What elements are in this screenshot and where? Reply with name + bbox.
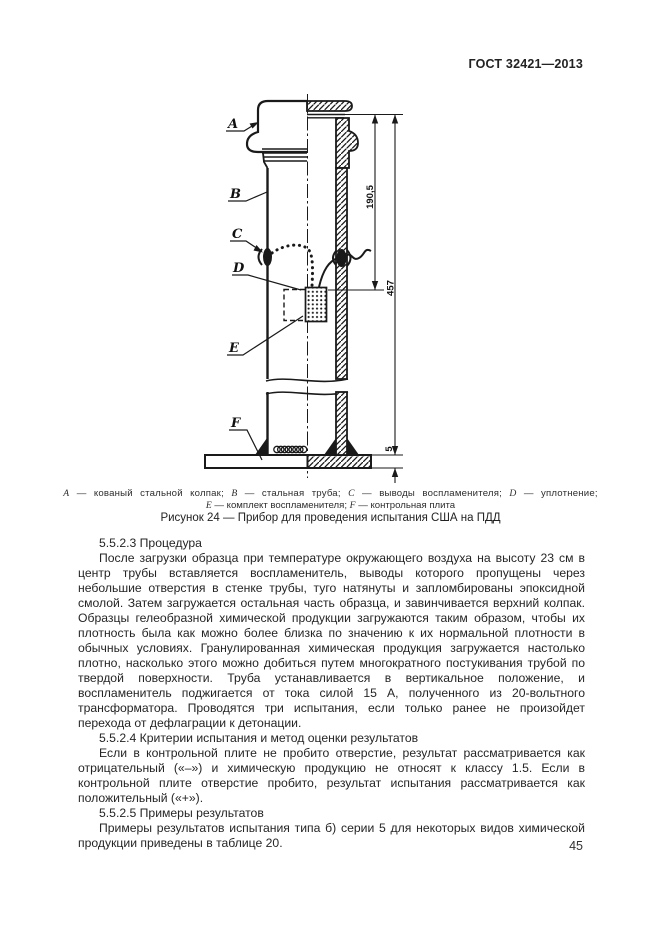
figure-legend-line-2 xyxy=(50,500,611,512)
legend-desc: — уплотнение; xyxy=(516,488,598,499)
part-label-a: A xyxy=(228,117,239,132)
dimension-457: 457 xyxy=(385,280,397,296)
legend-desc: — кованый стальной колпак; xyxy=(69,488,232,499)
body-text xyxy=(78,536,585,851)
legend-letter: F xyxy=(349,500,356,511)
lead-wire-dotted xyxy=(272,245,313,286)
spring-coil xyxy=(274,446,307,452)
section-paragraph: После загрузки образца при температуре окружающего воздуха на высоту 23 см в центр трубы вставляется воспламенитель, выводы которого пропущены через небольшие отверстия в стенке трубы, туго натянуты и запломбированы эпоксидной смолой. Затем загружается остальная часть образца, и завинчивается верхний колпак. Образцы гелеобразной химической продукции загружаются таким образом, чтобы их плотность была как можно более близка по значению к их нормальной плотности в обычных условиях. Гранулированная химическая продукция загружается настолько плотно, насколько этого можно добиться путем многократного постукивания трубой по твердой поверхности. Труба устанавливается в вертикальное положение, и воспламенитель поджигается от тока силой 15 А, полученного из 20-вольтного трансформатора. Проводятся три испытания, если только ранее не произойдет перехода от дефлаграции к детонации. xyxy=(78,551,585,730)
tube-section-hatched xyxy=(307,101,358,455)
legend-desc: — контрольная плита xyxy=(355,500,456,511)
part-label-d: D xyxy=(233,261,245,276)
section-paragraph: Если в контрольной плите не пробито отверстие, результат рассматривается как отрицательный («–») и химическую продукцию не относят к классу 1.5. Если в контрольной плите отверстие пробито, результат испытания рассматривается как положительный («+»). xyxy=(78,746,585,805)
section-heading: 5.5.2.5 Примеры результатов xyxy=(99,806,264,820)
part-label-f: F xyxy=(231,416,241,431)
lead-grommet-left xyxy=(263,248,272,266)
standard-number: ГОСТ 32421—2013 xyxy=(468,57,583,71)
witness-plate xyxy=(205,455,371,468)
legend-desc: — комплект воспламенителя; xyxy=(211,500,350,511)
figure-caption: Рисунок 24 — Прибор для проведения испытания США на ПДД xyxy=(160,512,501,524)
section-heading: 5.5.2.3 Процедура xyxy=(99,536,202,550)
legend-desc: — стальная труба; xyxy=(237,488,349,499)
legend-desc: — выводы воспламенителя; xyxy=(354,488,510,499)
figure-legend-line-1 xyxy=(50,488,611,500)
part-label-c: C xyxy=(232,227,243,242)
dimension-190-5: 190,5 xyxy=(365,185,376,209)
section-heading: 5.5.2.4 Критерии испытания и метод оценки результатов xyxy=(99,731,419,745)
figure-24-diagram xyxy=(195,92,410,484)
section-paragraph: Примеры результатов испытания типа б) серии 5 для некоторых видов химической продукции приведены в таблице 20. xyxy=(78,821,585,850)
forged-steel-cap xyxy=(247,101,307,168)
legend-letter: D xyxy=(509,488,517,499)
igniter-box xyxy=(306,288,327,322)
dimension-plate-thickness: 5 xyxy=(384,446,395,452)
legend-letter: E xyxy=(205,500,212,511)
part-label-e: E xyxy=(229,341,239,356)
part-label-b: B xyxy=(230,187,241,202)
legend-letter: B xyxy=(231,488,238,499)
page-number: 45 xyxy=(569,839,583,853)
legend-letter: C xyxy=(348,488,355,499)
figure-legend xyxy=(50,488,611,512)
legend-letter: A xyxy=(63,488,70,499)
